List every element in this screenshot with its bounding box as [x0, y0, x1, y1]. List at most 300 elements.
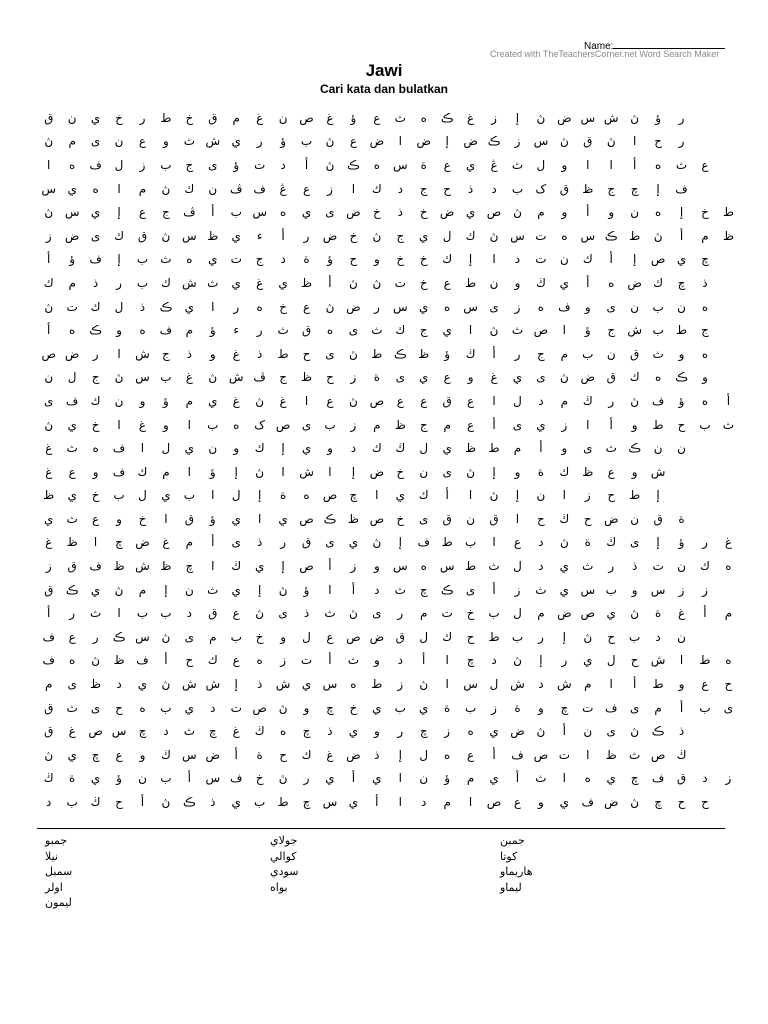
grid-letter[interactable]: م [466, 771, 475, 786]
grid-letter[interactable]: ر [256, 134, 263, 149]
grid-letter[interactable]: ن [630, 511, 640, 526]
grid-letter[interactable]: د [280, 252, 286, 267]
grid-letter[interactable]: ي [231, 795, 241, 810]
grid-letter[interactable]: غ [490, 370, 498, 385]
grid-letter[interactable]: ع [373, 110, 381, 125]
grid-letter[interactable]: ة [279, 488, 287, 503]
grid-letter[interactable]: ر [514, 346, 521, 361]
grid-letter[interactable]: ث [160, 252, 172, 267]
grid-letter[interactable]: ع [396, 393, 404, 408]
grid-letter[interactable]: م [420, 606, 428, 621]
grid-letter[interactable]: ط [371, 677, 383, 692]
grid-letter[interactable]: ڽ [44, 299, 54, 314]
grid-letter[interactable]: ڽ [44, 205, 54, 220]
grid-letter[interactable]: ه [279, 724, 287, 739]
grid-letter[interactable]: ل [536, 157, 546, 172]
grid-letter[interactable]: ث [535, 771, 547, 786]
grid-letter[interactable]: ي [489, 771, 499, 786]
grid-letter[interactable]: س [580, 110, 596, 125]
grid-letter[interactable]: م [537, 205, 545, 220]
grid-letter[interactable]: ؤ [69, 252, 76, 267]
grid-letter[interactable]: أ [351, 582, 356, 597]
grid-letter[interactable]: ؤ [209, 323, 216, 338]
grid-letter[interactable]: ى [325, 346, 335, 361]
grid-letter[interactable]: ڽ [325, 157, 335, 172]
grid-letter[interactable]: ة [373, 370, 380, 385]
grid-letter[interactable]: ؤ [678, 393, 685, 408]
grid-letter[interactable]: ض [603, 511, 619, 526]
grid-letter[interactable]: ط [277, 346, 289, 361]
grid-letter[interactable]: ن [184, 582, 194, 597]
grid-letter[interactable]: خ [419, 205, 428, 220]
grid-letter[interactable]: ر [397, 724, 404, 739]
grid-letter[interactable]: ي [231, 582, 241, 597]
grid-letter[interactable]: د [514, 252, 521, 267]
grid-letter[interactable]: ط [629, 488, 641, 503]
grid-letter[interactable]: ف [675, 181, 688, 196]
grid-letter[interactable]: ه [326, 323, 334, 338]
grid-letter[interactable]: ج [419, 323, 428, 338]
grid-letter[interactable]: ر [139, 110, 146, 125]
grid-letter[interactable]: غ [45, 464, 53, 479]
grid-letter[interactable]: ء [256, 228, 263, 243]
grid-letter[interactable]: ظ [113, 653, 125, 668]
grid-letter[interactable]: خ [255, 629, 264, 644]
grid-letter[interactable]: س [533, 134, 549, 149]
grid-letter[interactable]: غ [279, 393, 287, 408]
grid-letter[interactable]: م [373, 417, 381, 432]
grid-letter[interactable]: ڽ [653, 228, 663, 243]
grid-letter[interactable]: خ [91, 488, 100, 503]
grid-letter[interactable]: ط [465, 559, 477, 574]
grid-letter[interactable]: و [116, 511, 122, 526]
grid-letter[interactable]: ل [419, 629, 429, 644]
grid-letter[interactable]: خ [349, 228, 358, 243]
grid-letter[interactable]: ا [140, 441, 145, 456]
grid-letter[interactable]: إ [117, 205, 121, 220]
grid-letter[interactable]: ص [533, 323, 549, 338]
grid-letter[interactable]: چ [302, 795, 311, 810]
grid-letter[interactable]: ك [160, 275, 171, 290]
grid-letter[interactable]: چ [677, 275, 686, 290]
grid-letter[interactable]: ذ [186, 346, 193, 361]
grid-letter[interactable]: ا [468, 795, 473, 810]
grid-letter[interactable]: ذ [702, 275, 708, 290]
grid-letter[interactable]: س [182, 747, 197, 762]
grid-letter[interactable]: ط [629, 228, 641, 243]
grid-letter[interactable]: ا [187, 417, 192, 432]
grid-letter[interactable]: ك [90, 299, 101, 314]
grid-letter[interactable]: و [233, 441, 240, 456]
grid-letter[interactable]: ت [300, 653, 313, 668]
grid-letter[interactable]: ن [653, 441, 663, 456]
grid-letter[interactable]: و [303, 700, 310, 715]
grid-letter[interactable]: ج [607, 323, 616, 338]
grid-letter[interactable]: چ [115, 535, 123, 550]
grid-letter[interactable]: ض [135, 535, 150, 550]
grid-letter[interactable]: ق [676, 771, 687, 786]
grid-letter[interactable]: إ [257, 582, 262, 597]
grid-letter[interactable]: م [185, 535, 194, 550]
grid-letter[interactable]: ظ [465, 441, 477, 456]
grid-letter[interactable]: م [701, 228, 709, 243]
grid-letter[interactable]: ف [89, 252, 102, 267]
grid-letter[interactable]: س [392, 157, 408, 172]
grid-letter[interactable]: ي [419, 370, 429, 385]
grid-letter[interactable]: چ [654, 795, 662, 810]
grid-letter[interactable]: س [392, 299, 408, 314]
grid-letter[interactable]: ک [254, 417, 266, 432]
grid-letter[interactable]: ض [346, 205, 361, 220]
grid-letter[interactable]: ڪ [112, 629, 126, 644]
grid-letter[interactable]: س [322, 795, 338, 810]
grid-letter[interactable]: غ [724, 535, 732, 550]
grid-letter[interactable]: ڤ [253, 370, 266, 385]
grid-letter[interactable]: ي [301, 441, 312, 456]
grid-letter[interactable]: أ [47, 323, 51, 338]
grid-letter[interactable]: د [46, 795, 52, 810]
grid-letter[interactable]: ي [90, 771, 101, 786]
grid-letter[interactable]: ا [445, 677, 449, 692]
grid-letter[interactable]: ي [676, 252, 687, 267]
grid-letter[interactable]: ط [160, 110, 172, 125]
grid-letter[interactable]: چ [185, 559, 194, 574]
grid-letter[interactable]: د [538, 393, 544, 408]
grid-letter[interactable]: ب [160, 157, 172, 172]
grid-letter[interactable]: ه [303, 488, 310, 503]
grid-letter[interactable]: إ [539, 653, 543, 668]
grid-letter[interactable]: و [514, 275, 521, 290]
grid-letter[interactable]: ع [701, 677, 709, 692]
grid-letter[interactable]: ق [44, 110, 54, 125]
grid-letter[interactable]: ظ [394, 417, 406, 432]
grid-letter[interactable]: ي [67, 181, 77, 196]
grid-letter[interactable]: أ [281, 228, 285, 243]
grid-letter[interactable]: ه [444, 299, 451, 314]
grid-letter[interactable]: و [561, 205, 568, 220]
grid-letter[interactable]: ه [92, 181, 99, 196]
grid-letter[interactable]: أ [328, 653, 332, 668]
grid-letter[interactable]: ة [303, 252, 310, 267]
grid-letter[interactable]: ل [513, 606, 522, 621]
grid-letter[interactable]: ق [559, 181, 569, 196]
grid-letter[interactable]: ث [605, 441, 617, 456]
grid-letter[interactable]: ڽ [44, 417, 54, 432]
grid-letter[interactable]: ب [394, 700, 406, 715]
grid-letter[interactable]: ا [586, 417, 590, 432]
grid-letter[interactable]: ت [441, 606, 453, 621]
grid-letter[interactable]: ا [117, 181, 121, 196]
grid-letter[interactable]: ي [184, 299, 195, 314]
grid-letter[interactable]: ا [632, 134, 637, 149]
grid-letter[interactable]: چ [326, 700, 334, 715]
grid-letter[interactable]: ب [582, 346, 594, 361]
grid-letter[interactable]: ذ [256, 346, 263, 361]
grid-letter[interactable]: ڽ [372, 228, 382, 243]
grid-letter[interactable]: ڽ [419, 677, 429, 692]
grid-letter[interactable]: و [514, 464, 521, 479]
grid-letter[interactable]: ي [137, 677, 148, 692]
grid-letter[interactable]: ع [607, 464, 615, 479]
grid-letter[interactable]: ظ [582, 181, 594, 196]
grid-letter[interactable]: و [280, 629, 286, 644]
grid-letter[interactable]: ى [395, 370, 405, 385]
grid-letter[interactable]: ڽ [349, 275, 358, 290]
grid-letter[interactable]: خ [396, 252, 405, 267]
grid-letter[interactable]: ك [465, 228, 476, 243]
grid-letter[interactable]: و [467, 370, 474, 385]
grid-letter[interactable]: ك [629, 370, 640, 385]
grid-letter[interactable]: ا [586, 747, 590, 762]
grid-letter[interactable]: س [135, 629, 150, 644]
grid-letter[interactable]: م [138, 582, 147, 597]
grid-letter[interactable]: ڬ [43, 771, 54, 786]
grid-letter[interactable]: ي [395, 488, 405, 503]
grid-letter[interactable]: ل [606, 653, 616, 668]
grid-letter[interactable]: و [373, 252, 380, 267]
grid-letter[interactable]: ا [281, 464, 285, 479]
grid-letter[interactable]: ص [275, 417, 291, 432]
grid-letter[interactable]: ا [257, 511, 262, 526]
grid-letter[interactable]: ز [327, 181, 333, 196]
grid-letter[interactable]: م [68, 275, 76, 290]
grid-letter[interactable]: ه [608, 275, 615, 290]
grid-letter[interactable]: ق [44, 582, 54, 597]
grid-letter[interactable]: ز [350, 559, 357, 574]
grid-letter[interactable]: ؤ [678, 535, 685, 550]
grid-letter[interactable]: ا [445, 653, 449, 668]
grid-letter[interactable]: ف [651, 771, 665, 786]
grid-letter[interactable]: د [163, 724, 169, 739]
grid-letter[interactable]: ا [562, 323, 567, 338]
grid-letter[interactable]: ق [67, 559, 77, 574]
grid-letter[interactable]: ڬ [231, 559, 242, 574]
grid-letter[interactable]: ڽ [372, 535, 382, 550]
grid-letter[interactable]: ق [208, 110, 218, 125]
grid-letter[interactable]: ت [652, 559, 664, 574]
grid-letter[interactable]: ن [466, 511, 475, 526]
grid-letter[interactable]: ث [66, 441, 78, 456]
grid-letter[interactable]: ح [443, 181, 452, 196]
grid-letter[interactable]: ع [420, 393, 428, 408]
grid-letter[interactable]: ع [443, 157, 451, 172]
grid-letter[interactable]: م [162, 464, 170, 479]
grid-letter[interactable]: س [205, 771, 221, 786]
grid-letter[interactable]: ڪ [323, 511, 337, 526]
grid-letter[interactable]: ڽ [583, 629, 593, 644]
grid-letter[interactable]: ث [207, 275, 219, 290]
grid-letter[interactable]: ث [488, 559, 500, 574]
grid-letter[interactable]: ى [301, 417, 312, 432]
grid-letter[interactable]: أ [234, 747, 238, 762]
grid-letter[interactable]: ك [371, 181, 382, 196]
grid-letter[interactable]: ف [42, 629, 55, 644]
grid-letter[interactable]: ص [369, 393, 385, 408]
grid-letter[interactable]: ى [583, 441, 593, 456]
grid-letter[interactable]: س [392, 559, 408, 574]
grid-letter[interactable]: ى [465, 582, 476, 597]
grid-letter[interactable]: ڪ [89, 323, 102, 338]
grid-letter[interactable]: ى [723, 700, 734, 715]
grid-letter[interactable]: ظ [418, 346, 430, 361]
grid-letter[interactable]: ى [512, 417, 523, 432]
grid-letter[interactable]: و [702, 370, 708, 385]
grid-letter[interactable]: ك [184, 181, 195, 196]
grid-letter[interactable]: ش [557, 677, 572, 692]
grid-letter[interactable]: ي [606, 771, 616, 786]
grid-letter[interactable]: ق [653, 511, 663, 526]
grid-letter[interactable]: ه [537, 299, 545, 314]
grid-letter[interactable]: ا [586, 157, 590, 172]
grid-letter[interactable]: ي [231, 275, 241, 290]
grid-letter[interactable]: ب [230, 629, 242, 644]
grid-letter[interactable]: غ [232, 346, 240, 361]
grid-letter[interactable]: ز [561, 417, 568, 432]
grid-letter[interactable]: ؤ [163, 393, 169, 408]
grid-letter[interactable]: ق [583, 134, 593, 149]
grid-letter[interactable]: ث [394, 110, 406, 125]
grid-letter[interactable]: ى [208, 157, 218, 172]
grid-letter[interactable]: ل [67, 370, 77, 385]
grid-letter[interactable]: أ [562, 724, 567, 739]
grid-letter[interactable]: ج [419, 417, 428, 432]
grid-letter[interactable]: چ [419, 582, 428, 597]
grid-letter[interactable]: ط [488, 629, 500, 644]
grid-letter[interactable]: غ [185, 370, 193, 385]
grid-letter[interactable]: ض [557, 110, 572, 125]
grid-letter[interactable]: س [64, 205, 80, 220]
grid-letter[interactable]: ث [511, 157, 524, 172]
grid-letter[interactable]: ث [89, 606, 102, 621]
grid-letter[interactable]: ن [489, 275, 499, 290]
grid-letter[interactable]: أ [140, 795, 145, 810]
grid-letter[interactable]: ا [398, 771, 402, 786]
grid-letter[interactable]: إ [656, 535, 660, 550]
grid-letter[interactable]: ڽ [559, 535, 569, 550]
grid-letter[interactable]: ى [90, 228, 101, 243]
grid-letter[interactable]: ش [228, 370, 244, 385]
grid-letter[interactable]: ل [161, 441, 171, 456]
grid-letter[interactable]: ط [699, 653, 711, 668]
grid-letter[interactable]: ؤ [350, 110, 357, 125]
grid-letter[interactable]: ى [442, 464, 452, 479]
grid-letter[interactable]: ق [630, 346, 640, 361]
grid-letter[interactable]: ص [486, 205, 502, 220]
grid-letter[interactable]: ش [603, 110, 619, 125]
grid-letter[interactable]: ث [183, 724, 195, 739]
grid-letter[interactable]: ا [492, 535, 496, 550]
grid-letter[interactable]: ي [184, 700, 195, 715]
grid-letter[interactable]: ك [254, 441, 265, 456]
grid-letter[interactable]: ص [533, 747, 549, 762]
grid-letter[interactable]: ا [187, 464, 192, 479]
grid-letter[interactable]: ي [372, 700, 382, 715]
grid-letter[interactable]: ل [231, 488, 241, 503]
grid-letter[interactable]: ا [398, 795, 402, 810]
grid-letter[interactable]: ل [513, 393, 522, 408]
grid-letter[interactable]: ظ [113, 559, 125, 574]
grid-letter[interactable]: ث [347, 653, 360, 668]
grid-letter[interactable]: أ [586, 205, 590, 220]
grid-letter[interactable]: ن [114, 134, 124, 149]
grid-letter[interactable]: ڪ [159, 299, 173, 314]
grid-letter[interactable]: ز [350, 370, 357, 385]
grid-letter[interactable]: ز [514, 299, 521, 314]
grid-letter[interactable]: ي [442, 441, 452, 456]
grid-letter[interactable]: ر [303, 228, 310, 243]
grid-letter[interactable]: ه [561, 228, 568, 243]
grid-letter[interactable]: أ [609, 417, 613, 432]
grid-letter[interactable]: ا [468, 488, 473, 503]
grid-letter[interactable]: ر [69, 606, 76, 621]
grid-letter[interactable]: أ [47, 606, 51, 621]
grid-letter[interactable]: ڽ [372, 275, 382, 290]
grid-letter[interactable]: ن [114, 393, 124, 408]
grid-letter[interactable]: ا [398, 134, 402, 149]
grid-letter[interactable]: ؤ [209, 511, 216, 526]
grid-letter[interactable]: ش [275, 677, 291, 692]
grid-letter[interactable]: ي [184, 441, 195, 456]
grid-letter[interactable]: ج [537, 346, 545, 361]
grid-letter[interactable]: د [491, 181, 497, 196]
grid-letter[interactable]: ڽ [114, 582, 124, 597]
grid-letter[interactable]: ش [627, 323, 642, 338]
grid-letter[interactable]: ؤ [444, 346, 451, 361]
grid-letter[interactable]: د [186, 606, 193, 621]
grid-letter[interactable]: خ [396, 511, 405, 526]
grid-letter[interactable]: د [280, 157, 286, 172]
grid-letter[interactable]: أ [47, 252, 51, 267]
grid-letter[interactable]: ل [442, 228, 452, 243]
grid-letter[interactable]: ڪ [440, 110, 454, 125]
grid-letter[interactable]: إ [164, 582, 168, 597]
grid-letter[interactable]: ى [629, 700, 640, 715]
grid-letter[interactable]: ظ [300, 370, 313, 385]
grid-letter[interactable]: ن [419, 464, 429, 479]
grid-letter[interactable]: م [537, 606, 545, 621]
grid-letter[interactable]: ة [654, 606, 662, 621]
grid-letter[interactable]: ف [229, 771, 243, 786]
grid-letter[interactable]: و [92, 464, 99, 479]
grid-letter[interactable]: ف [65, 393, 79, 408]
grid-letter[interactable]: ڽ [325, 134, 335, 149]
grid-letter[interactable]: د [374, 582, 380, 597]
grid-letter[interactable]: ك [301, 747, 312, 762]
grid-letter[interactable]: أ [586, 275, 590, 290]
grid-letter[interactable]: غ [467, 110, 475, 125]
grid-letter[interactable]: د [397, 653, 403, 668]
grid-letter[interactable]: ڽ [161, 228, 171, 243]
grid-letter[interactable]: ر [256, 323, 263, 338]
grid-letter[interactable]: ڪ [628, 441, 641, 456]
grid-letter[interactable]: خ [372, 205, 381, 220]
grid-letter[interactable]: ڽ [325, 299, 335, 314]
grid-letter[interactable]: ب [230, 205, 242, 220]
grid-letter[interactable]: ن [67, 110, 77, 125]
grid-letter[interactable]: ح [654, 134, 662, 149]
grid-letter[interactable]: ڽ [114, 370, 124, 385]
grid-letter[interactable]: ڪ [440, 582, 454, 597]
grid-letter[interactable]: ڽ [161, 181, 171, 196]
grid-letter[interactable]: ت [254, 157, 266, 172]
grid-letter[interactable]: ا [515, 511, 520, 526]
grid-letter[interactable]: و [678, 677, 685, 692]
grid-letter[interactable]: ط [277, 795, 289, 810]
grid-letter[interactable]: إ [351, 464, 356, 479]
grid-letter[interactable]: ڤ [229, 181, 243, 196]
grid-letter[interactable]: س [580, 228, 596, 243]
grid-letter[interactable]: م [209, 629, 217, 644]
